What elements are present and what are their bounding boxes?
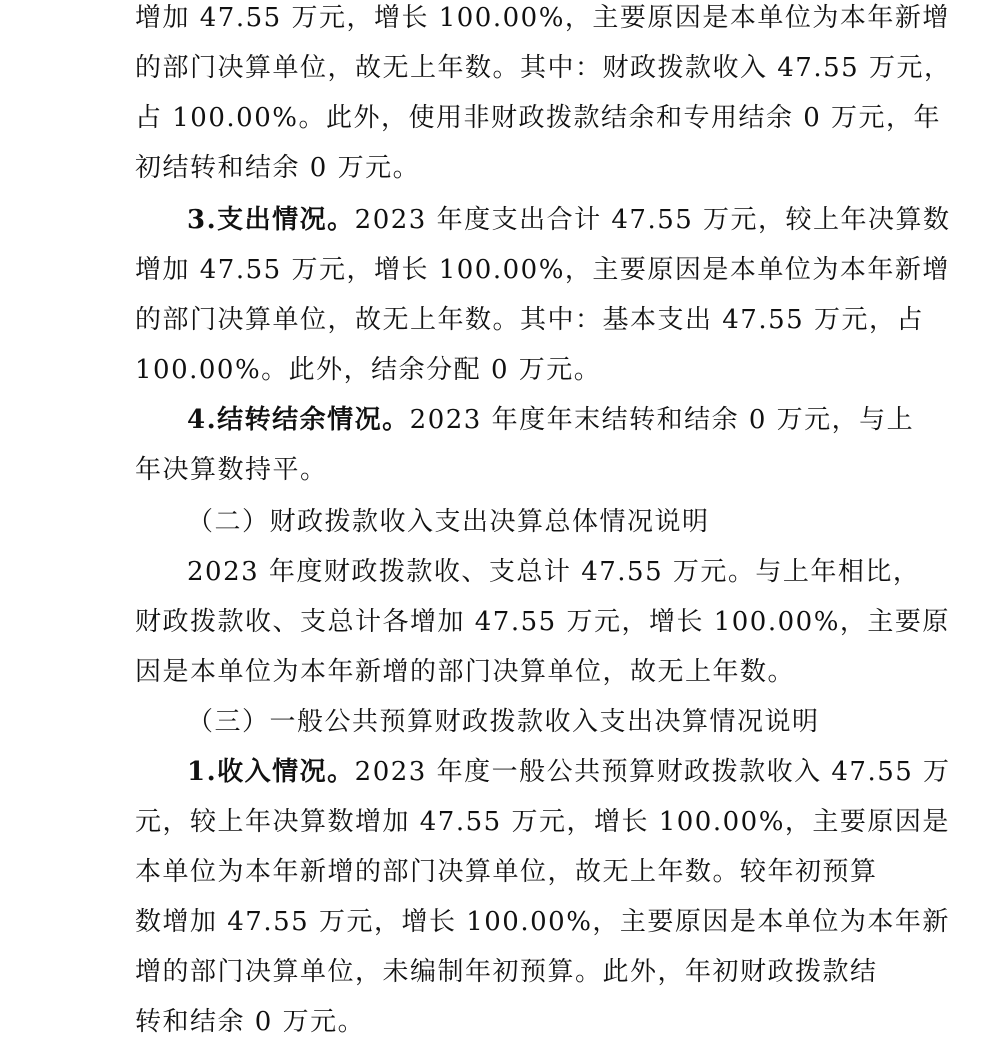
paragraph-line: 因是本单位为本年新增的部门决算单位，故无上年数。 <box>135 657 796 687</box>
carryover-heading: 4.结转结余情况。 <box>187 405 410 435</box>
paragraph-line: 本单位为本年新增的部门决算单位，故无上年数。较年初预算 <box>135 857 878 887</box>
section-three-heading: （三）一般公共预算财政拨款收入支出决算情况说明 <box>187 707 820 737</box>
paragraph-line: 增加 47.55 万元，增长 100.00%，主要原因是本单位为本年新增 <box>135 255 950 285</box>
expenditure-first-text: 2023 年度支出合计 47.55 万元，较上年决算数 <box>354 205 951 235</box>
section-two-first-line: 2023 年度财政拨款收、支总计 47.55 万元。与上年相比， <box>187 557 921 587</box>
paragraph-line: 增的部门决算单位，未编制年初预算。此外，年初财政拨款结 <box>135 957 878 987</box>
paragraph-line: 的部门决算单位，故无上年数。其中：财政拨款收入 47.55 万元， <box>135 53 952 83</box>
carryover-first-line <box>187 405 915 435</box>
carryover-first-text: 2023 年度年末结转和结余 0 万元，与上 <box>409 405 915 435</box>
paragraph-line: 占 100.00%。此外，使用非财政拨款结余和专用结余 0 万元，年 <box>135 103 942 133</box>
section-two-heading: （二）财政拨款收入支出决算总体情况说明 <box>187 507 710 537</box>
paragraph-line: 转和结余 0 万元。 <box>135 1007 366 1037</box>
paragraph-line: 初结转和结余 0 万元。 <box>135 153 421 183</box>
paragraph-line: 元，较上年决算数增加 47.55 万元，增长 100.00%，主要原因是 <box>135 807 950 837</box>
income-subheading: 1.收入情况。 <box>187 757 355 787</box>
section-three-first-line <box>187 757 951 787</box>
paragraph-line: 财政拨款收、支总计各增加 47.55 万元，增长 100.00%，主要原 <box>135 607 950 637</box>
paragraph-line: 年决算数持平。 <box>135 455 328 485</box>
paragraph-line: 的部门决算单位，故无上年数。其中：基本支出 47.55 万元，占 <box>135 305 924 335</box>
expenditure-heading: 3.支出情况。 <box>187 205 355 235</box>
paragraph-line: 数增加 47.55 万元，增长 100.00%，主要原因是本单位为本年新 <box>135 907 950 937</box>
paragraph-line: 增加 47.55 万元，增长 100.00%，主要原因是本单位为本年新增 <box>135 3 950 33</box>
income-first-text: 2023 年度一般公共预算财政拨款收入 47.55 万 <box>354 757 951 787</box>
paragraph-line: 100.00%。此外，结余分配 0 万元。 <box>135 355 602 385</box>
expenditure-first-line <box>187 205 951 235</box>
